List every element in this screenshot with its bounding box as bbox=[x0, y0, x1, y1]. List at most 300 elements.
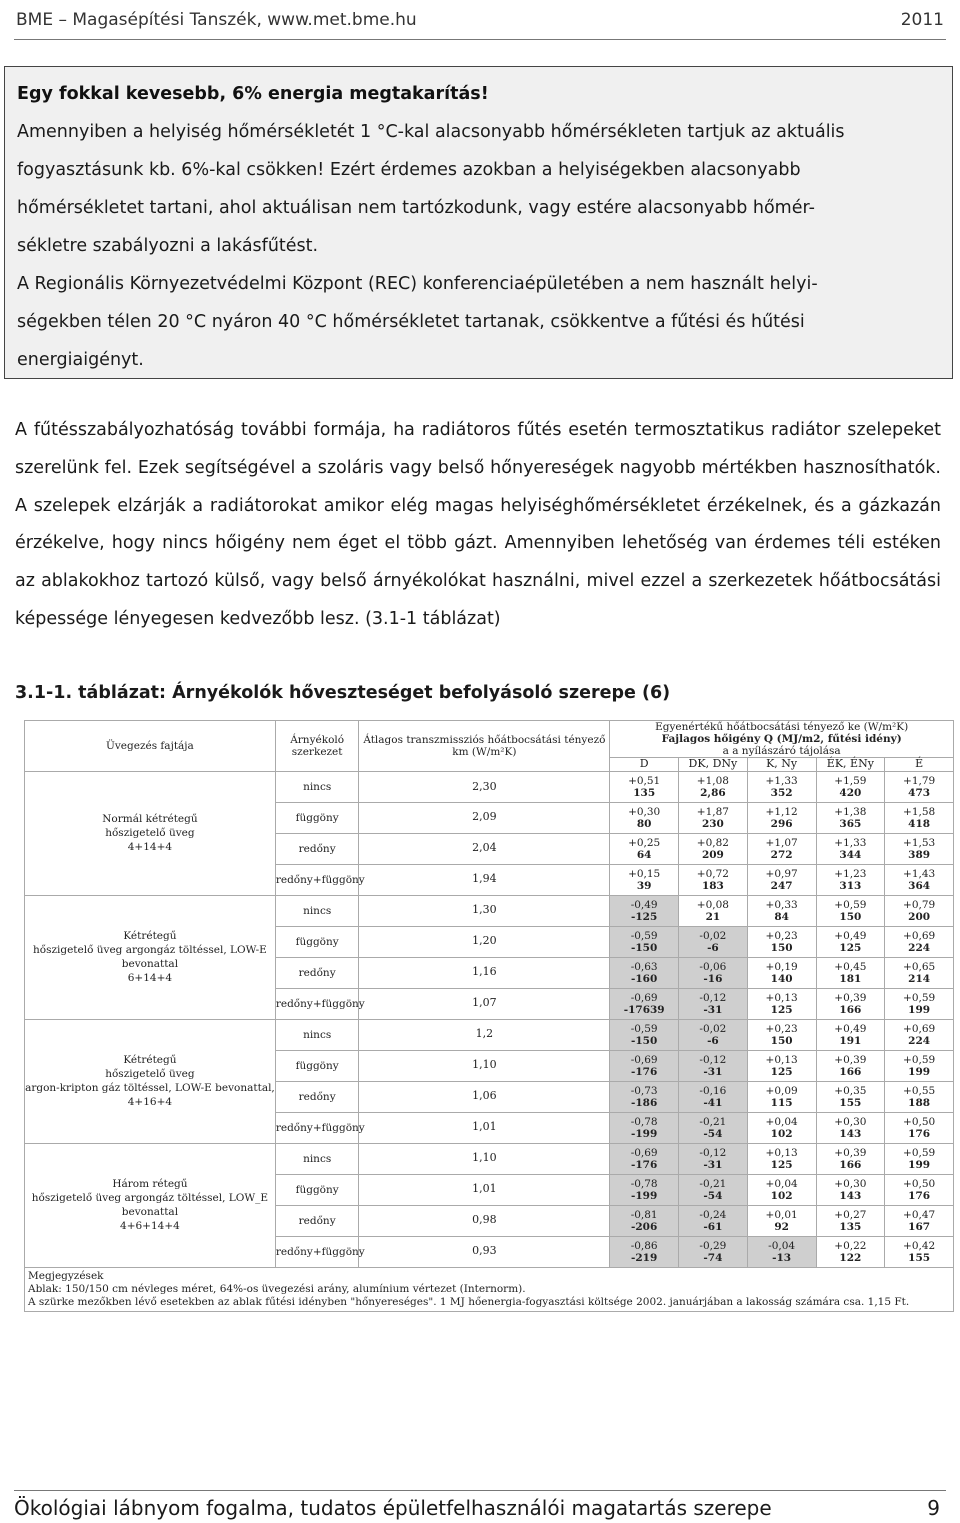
header-shade: Árnyékoló szerkezet bbox=[275, 721, 359, 772]
q-value: 140 bbox=[770, 972, 793, 985]
orientation-value-cell bbox=[885, 1081, 954, 1112]
shade-cell: függöny bbox=[275, 1174, 359, 1205]
ke-value: +0,23 bbox=[765, 1022, 798, 1035]
orientation-value-cell bbox=[679, 1081, 748, 1112]
q-value: 418 bbox=[908, 817, 931, 830]
orientation-value-cell bbox=[747, 1174, 816, 1205]
ke-value: -0,78 bbox=[630, 1115, 658, 1128]
orientation-value-cell bbox=[885, 864, 954, 895]
header-year: 2011 bbox=[900, 9, 944, 30]
ke-value: +0,49 bbox=[834, 1022, 867, 1035]
ke-value: +0,22 bbox=[834, 1239, 867, 1252]
q-value: 143 bbox=[839, 1189, 862, 1202]
ke-value: +0,59 bbox=[834, 898, 867, 911]
shade-cell: függöny bbox=[275, 926, 359, 957]
header-eq1: Egyenértékű hőátbocsátási tényező ke (W/m²K) bbox=[655, 721, 909, 733]
shade-cell: redőny+függöny bbox=[275, 1236, 359, 1267]
orientation-value-cell bbox=[679, 771, 748, 802]
glass-type-line: 4+6+14+4 bbox=[120, 1220, 180, 1233]
header-avg: Átlagos transzmissziós hőátbocsátási tényező km (W/m²K) bbox=[359, 721, 610, 772]
orientation-value-cell bbox=[679, 1019, 748, 1050]
orientation-value-cell bbox=[816, 771, 885, 802]
orientation-value-cell bbox=[747, 1019, 816, 1050]
ke-value: -0,06 bbox=[699, 960, 727, 973]
shading-table bbox=[24, 720, 954, 1312]
km-cell: 1,30 bbox=[359, 895, 610, 926]
q-value: 199 bbox=[908, 1065, 931, 1078]
orientation-value-cell bbox=[679, 833, 748, 864]
orientation-value-cell bbox=[816, 1019, 885, 1050]
orientation-value-cell bbox=[610, 771, 679, 802]
glass-type-line: argon-kripton gáz töltéssel, LOW-E bevonattal, bbox=[25, 1082, 275, 1095]
ke-value: -0,59 bbox=[630, 929, 658, 942]
q-value: -150 bbox=[631, 1034, 658, 1047]
ke-value: -0,12 bbox=[699, 991, 727, 1004]
q-value: 224 bbox=[908, 1034, 931, 1047]
q-value: 420 bbox=[839, 786, 862, 799]
q-value: -176 bbox=[631, 1158, 658, 1171]
q-value: -17639 bbox=[623, 1003, 665, 1016]
page-number: 9 bbox=[927, 1495, 940, 1520]
orientation-value-cell bbox=[816, 926, 885, 957]
orientation-value-cell bbox=[610, 895, 679, 926]
ke-value: +0,39 bbox=[834, 1146, 867, 1159]
ke-value: -0,59 bbox=[630, 1022, 658, 1035]
ke-value: +0,59 bbox=[903, 991, 936, 1004]
orientation-value-cell bbox=[679, 1050, 748, 1081]
ke-value: +0,39 bbox=[834, 1053, 867, 1066]
q-value: 209 bbox=[701, 848, 724, 861]
ke-value: +0,51 bbox=[628, 774, 661, 787]
q-value: -74 bbox=[703, 1251, 723, 1264]
ke-value: +1,07 bbox=[765, 836, 798, 849]
ke-value: +0,97 bbox=[765, 867, 798, 880]
orientation-value-cell bbox=[610, 802, 679, 833]
orientation-value-cell bbox=[679, 1205, 748, 1236]
ke-value: +0,79 bbox=[903, 898, 936, 911]
ke-value: +1,53 bbox=[903, 836, 936, 849]
q-value: 150 bbox=[839, 910, 862, 923]
q-value: -186 bbox=[631, 1096, 658, 1109]
q-value: 84 bbox=[774, 910, 789, 923]
orientation-value-cell bbox=[885, 1143, 954, 1174]
ke-value: +0,23 bbox=[765, 929, 798, 942]
q-value: -219 bbox=[631, 1251, 658, 1264]
highlight-box bbox=[4, 66, 953, 379]
glass-type-cell bbox=[25, 1019, 276, 1143]
q-value: 200 bbox=[908, 910, 931, 923]
ke-value: -0,49 bbox=[630, 898, 658, 911]
ke-value: -0,02 bbox=[699, 1022, 727, 1035]
ke-value: -0,21 bbox=[699, 1115, 727, 1128]
q-value: 352 bbox=[770, 786, 793, 799]
orientation-value-cell bbox=[747, 1205, 816, 1236]
box-line: ségekben télen 20 °C nyáron 40 °C hőmérsékletet tartanak, csökkentve a fűtési és hűtési bbox=[17, 312, 805, 332]
orientation-value-cell bbox=[885, 1112, 954, 1143]
km-cell: 2,30 bbox=[359, 771, 610, 802]
orientation-value-cell bbox=[885, 1050, 954, 1081]
notes-title: Megjegyzések bbox=[28, 1269, 104, 1282]
page-header bbox=[14, 0, 946, 40]
q-value: 64 bbox=[636, 848, 652, 861]
ke-value: +0,50 bbox=[903, 1115, 936, 1128]
ke-value: +0,49 bbox=[834, 929, 867, 942]
ke-value: +0,65 bbox=[903, 960, 936, 973]
km-cell: 1,20 bbox=[359, 926, 610, 957]
table-row bbox=[25, 771, 954, 802]
ke-value: +0,45 bbox=[834, 960, 867, 973]
ke-value: +0,08 bbox=[696, 898, 729, 911]
orientation-value-cell bbox=[679, 1143, 748, 1174]
ke-value: +1,33 bbox=[765, 774, 798, 787]
orientation-value-cell bbox=[816, 833, 885, 864]
q-value: -199 bbox=[631, 1127, 658, 1140]
q-value: 166 bbox=[839, 1065, 862, 1078]
q-value: 125 bbox=[770, 1065, 793, 1078]
q-value: -31 bbox=[703, 1003, 723, 1016]
orient-dk: DK, DNy bbox=[679, 758, 748, 772]
q-value: 167 bbox=[908, 1220, 931, 1233]
q-value: -199 bbox=[631, 1189, 658, 1202]
q-value: -16 bbox=[703, 972, 723, 985]
q-value: 125 bbox=[770, 1158, 793, 1171]
glass-type-line: 4+16+4 bbox=[127, 1096, 173, 1109]
km-cell: 1,2 bbox=[359, 1019, 610, 1050]
ke-value: +0,27 bbox=[834, 1208, 867, 1221]
q-value: 166 bbox=[839, 1158, 862, 1171]
orientation-value-cell bbox=[610, 988, 679, 1019]
orientation-value-cell bbox=[679, 988, 748, 1019]
orientation-value-cell bbox=[885, 833, 954, 864]
q-value: 150 bbox=[770, 1034, 793, 1047]
box-line: A Regionális Környezetvédelmi Központ (REC) konferenciaépületében a nem használt helyi- bbox=[17, 274, 818, 294]
km-cell: 1,10 bbox=[359, 1143, 610, 1174]
orientation-value-cell bbox=[885, 988, 954, 1019]
box-title: Egy fokkal kevesebb, 6% energia megtakarítás! bbox=[17, 84, 489, 104]
q-value: 155 bbox=[908, 1251, 931, 1264]
q-value: -125 bbox=[631, 910, 658, 923]
ke-value: +0,09 bbox=[765, 1084, 798, 1097]
orientation-value-cell bbox=[885, 1019, 954, 1050]
orientation-value-cell bbox=[679, 957, 748, 988]
shade-cell: redőny bbox=[275, 1081, 359, 1112]
orientation-value-cell bbox=[747, 1236, 816, 1267]
header-glass: Üvegezés fajtája bbox=[25, 721, 276, 772]
shade-cell: nincs bbox=[275, 771, 359, 802]
glass-type-line: hőszigetelő üveg bbox=[105, 1068, 195, 1080]
glass-type-cell bbox=[25, 1143, 276, 1267]
orientation-value-cell bbox=[747, 833, 816, 864]
box-line: hőmérsékletet tartani, ahol aktuálisan nem tartózkodunk, vagy estére alacsonyabb hőmér- bbox=[17, 198, 815, 218]
ke-value: +1,43 bbox=[903, 867, 936, 880]
header-eq2: Fajlagos hőigény Q (MJ/m2, fűtési idény) bbox=[661, 733, 902, 746]
q-value: 344 bbox=[839, 848, 862, 861]
ke-value: -0,29 bbox=[699, 1239, 727, 1252]
q-value: -6 bbox=[707, 1034, 719, 1047]
ke-value: +1,23 bbox=[834, 867, 867, 880]
shade-cell: redőny+függöny bbox=[275, 1112, 359, 1143]
footer-title: Ökológiai lábnyom fogalma, tudatos épületfelhasználói magatartás szerepe bbox=[14, 1495, 772, 1520]
km-cell: 1,94 bbox=[359, 864, 610, 895]
q-value: 389 bbox=[908, 848, 931, 861]
orientation-value-cell bbox=[679, 895, 748, 926]
orientation-value-cell bbox=[816, 895, 885, 926]
q-value: 39 bbox=[636, 879, 652, 892]
ke-value: +0,13 bbox=[765, 1146, 798, 1159]
orientation-value-cell bbox=[747, 1050, 816, 1081]
table-row bbox=[25, 1143, 954, 1174]
shade-cell: függöny bbox=[275, 802, 359, 833]
q-value: 313 bbox=[839, 879, 862, 892]
glass-type-cell bbox=[25, 771, 276, 895]
header-title: BME – Magasépítési Tanszék, www.met.bme.hu bbox=[16, 9, 417, 30]
ke-value: +1,59 bbox=[834, 774, 867, 787]
orientation-value-cell bbox=[679, 802, 748, 833]
orientation-value-cell bbox=[610, 1143, 679, 1174]
ke-value: +0,30 bbox=[628, 805, 661, 818]
orientation-value-cell bbox=[679, 1174, 748, 1205]
ke-value: +0,55 bbox=[903, 1084, 936, 1097]
q-value: -150 bbox=[631, 941, 658, 954]
q-value: 166 bbox=[839, 1003, 862, 1016]
ke-value: +1,79 bbox=[903, 774, 936, 787]
orientation-value-cell bbox=[679, 864, 748, 895]
q-value: -31 bbox=[703, 1158, 723, 1171]
shade-cell: redőny bbox=[275, 1205, 359, 1236]
orientation-value-cell bbox=[816, 1112, 885, 1143]
ke-value: +0,04 bbox=[765, 1177, 798, 1190]
shade-cell: függöny bbox=[275, 1050, 359, 1081]
q-value: 102 bbox=[770, 1189, 793, 1202]
q-value: 214 bbox=[908, 972, 931, 985]
q-value: 191 bbox=[839, 1034, 862, 1047]
km-cell: 1,10 bbox=[359, 1050, 610, 1081]
orientation-value-cell bbox=[816, 988, 885, 1019]
glass-type-line: Kétrétegű bbox=[123, 929, 177, 942]
km-cell: 1,06 bbox=[359, 1081, 610, 1112]
notes-line: Ablak: 150/150 cm névleges méret, 64%-os üvegezési arány, alumínium vértezet (Internorm). bbox=[28, 1282, 526, 1295]
box-line: Amennyiben a helyiség hőmérsékletét 1 °C-kal alacsonyabb hőmérsékleten tartjuk az aktuális bbox=[17, 122, 845, 142]
q-value: 230 bbox=[701, 817, 724, 830]
glass-type-line: Normál kétrétegű bbox=[102, 813, 198, 826]
ke-value: -0,69 bbox=[630, 1146, 658, 1159]
q-value: 135 bbox=[633, 786, 656, 799]
table-row bbox=[25, 895, 954, 926]
q-value: 143 bbox=[839, 1127, 862, 1140]
orientation-value-cell bbox=[816, 1236, 885, 1267]
ke-value: -0,78 bbox=[630, 1177, 658, 1190]
q-value: -31 bbox=[703, 1065, 723, 1078]
orient-e: É bbox=[885, 758, 954, 772]
shade-cell: redőny+függöny bbox=[275, 864, 359, 895]
q-value: 2,86 bbox=[700, 786, 726, 799]
shade-cell: nincs bbox=[275, 895, 359, 926]
orientation-value-cell bbox=[747, 864, 816, 895]
page-footer bbox=[14, 1490, 946, 1523]
ke-value: -0,04 bbox=[768, 1239, 796, 1252]
header-eq3: a a nyílászáró tájolása bbox=[722, 745, 841, 758]
shade-cell: nincs bbox=[275, 1019, 359, 1050]
q-value: 247 bbox=[770, 879, 793, 892]
orientation-value-cell bbox=[885, 895, 954, 926]
q-value: 365 bbox=[839, 817, 862, 830]
q-value: 199 bbox=[908, 1158, 931, 1171]
box-line: energiaigényt. bbox=[17, 350, 144, 370]
orientation-value-cell bbox=[747, 895, 816, 926]
shade-cell: redőny bbox=[275, 833, 359, 864]
ke-value: +0,30 bbox=[834, 1177, 867, 1190]
orientation-value-cell bbox=[610, 926, 679, 957]
ke-value: +1,33 bbox=[834, 836, 867, 849]
glass-type-line: hőszigetelő üveg argongáz töltéssel, LOW_E bevonattal bbox=[31, 1191, 269, 1219]
q-value: -160 bbox=[631, 972, 658, 985]
orientation-value-cell bbox=[610, 833, 679, 864]
ke-value: +0,01 bbox=[765, 1208, 798, 1221]
body-paragraph: A fűtésszabályozhatóság további formája, ha radiátoros fűtés esetén termosztatikus radiátor szelepeket szerelünk fel. Ezek segítségével a szoláris vagy belső hőnyereségek nagyobb mértékben hasznosíthatók. A szelepek elzárják a radiátorokat amikor elég magas helyiséghőmérsékletet érzékelnek, és a gázkazán érzékelve, hogy nincs hőigény nem éget el több gázt. Amennyiben lehetőség van érdemes téli estéken az ablakokhoz tartozó külső, vagy belső árnyékolókat használni, mivel ezzel a szerkezetek hőátbocsátási képessége lényegesen kedvezőbb lesz. (3.1-1 táblázat) bbox=[15, 420, 941, 629]
orientation-value-cell bbox=[816, 802, 885, 833]
box-line: sékletre szabályozni a lakásfűtést. bbox=[17, 236, 319, 256]
q-value: 183 bbox=[701, 879, 724, 892]
orientation-value-cell bbox=[816, 1050, 885, 1081]
orientation-value-cell bbox=[885, 771, 954, 802]
orientation-value-cell bbox=[747, 802, 816, 833]
q-value: -6 bbox=[707, 941, 719, 954]
q-value: -61 bbox=[703, 1220, 723, 1233]
km-cell: 0,98 bbox=[359, 1205, 610, 1236]
ke-value: +1,12 bbox=[765, 805, 798, 818]
ke-value: +0,33 bbox=[765, 898, 798, 911]
table-caption: 3.1-1. táblázat: Árnyékolók hőveszteséget befolyásoló szerepe (6) bbox=[15, 683, 671, 703]
orientation-value-cell bbox=[816, 1174, 885, 1205]
ke-value: +0,04 bbox=[765, 1115, 798, 1128]
orientation-value-cell bbox=[679, 1236, 748, 1267]
orientation-value-cell bbox=[610, 1081, 679, 1112]
box-line: fogyasztásunk kb. 6%-kal csökken! Ezért érdemes azokban a helyiségekben alacsonyabb bbox=[17, 160, 801, 180]
km-cell: 2,04 bbox=[359, 833, 610, 864]
q-value: 176 bbox=[908, 1189, 931, 1202]
km-cell: 1,01 bbox=[359, 1112, 610, 1143]
ke-value: -0,12 bbox=[699, 1146, 727, 1159]
q-value: -206 bbox=[631, 1220, 658, 1233]
orient-d: D bbox=[610, 758, 679, 772]
table-row bbox=[25, 1019, 954, 1050]
ke-value: -0,63 bbox=[630, 960, 658, 973]
orientation-value-cell bbox=[816, 957, 885, 988]
orientation-value-cell bbox=[885, 1174, 954, 1205]
glass-type-line: 6+14+4 bbox=[127, 972, 173, 985]
ke-value: -0,16 bbox=[699, 1084, 727, 1097]
q-value: 181 bbox=[839, 972, 862, 985]
shade-cell: nincs bbox=[275, 1143, 359, 1174]
q-value: 135 bbox=[839, 1220, 862, 1233]
km-cell: 2,09 bbox=[359, 802, 610, 833]
notes-line: A szürke mezőkben lévő esetekben az ablak fűtési idényben "hőnyereséges". 1 MJ hőenergia-fogyasztási költsége 2002. januárjában a lakosság számára csa. 1,15 Ft. bbox=[28, 1295, 910, 1308]
q-value: 364 bbox=[908, 879, 931, 892]
q-value: 80 bbox=[636, 817, 652, 830]
q-value: 92 bbox=[774, 1220, 789, 1233]
ke-value: -0,21 bbox=[699, 1177, 727, 1190]
ke-value: +0,39 bbox=[834, 991, 867, 1004]
orientation-value-cell bbox=[679, 926, 748, 957]
orientation-value-cell bbox=[747, 957, 816, 988]
q-value: 272 bbox=[770, 848, 793, 861]
orientation-value-cell bbox=[610, 957, 679, 988]
glass-type-line: hőszigetelő üveg bbox=[105, 827, 195, 840]
glass-type-line: 4+14+4 bbox=[127, 841, 173, 854]
ke-value: -0,81 bbox=[630, 1208, 658, 1221]
glass-type-cell bbox=[25, 895, 276, 1019]
ke-value: +0,25 bbox=[628, 836, 661, 849]
ke-value: +0,13 bbox=[765, 991, 798, 1004]
ke-value: -0,69 bbox=[630, 1053, 658, 1066]
orientation-value-cell bbox=[610, 1236, 679, 1267]
orientation-value-cell bbox=[610, 864, 679, 895]
km-cell: 0,93 bbox=[359, 1236, 610, 1267]
shade-cell: redőny bbox=[275, 957, 359, 988]
table-notes bbox=[25, 1267, 954, 1311]
glass-type-line: hőszigetelő üveg argongáz töltéssel, LOW-E bevonattal bbox=[33, 944, 267, 971]
q-value: -54 bbox=[703, 1189, 723, 1202]
q-value: 115 bbox=[770, 1096, 793, 1109]
orientation-value-cell bbox=[747, 1143, 816, 1174]
orient-k: K, Ny bbox=[747, 758, 816, 772]
q-value: 199 bbox=[908, 1003, 931, 1016]
orientation-value-cell bbox=[885, 957, 954, 988]
ke-value: +0,19 bbox=[765, 960, 798, 973]
orientation-value-cell bbox=[610, 1019, 679, 1050]
ke-value: -0,73 bbox=[630, 1084, 658, 1097]
ke-value: +0,15 bbox=[628, 867, 661, 880]
ke-value: +1,38 bbox=[834, 805, 867, 818]
orientation-value-cell bbox=[747, 926, 816, 957]
q-value: 155 bbox=[839, 1096, 862, 1109]
ke-value: -0,86 bbox=[630, 1239, 658, 1252]
orientation-value-cell bbox=[747, 1081, 816, 1112]
ke-value: +0,69 bbox=[903, 929, 936, 942]
orientation-value-cell bbox=[885, 1236, 954, 1267]
q-value: 21 bbox=[705, 910, 721, 923]
ke-value: -0,12 bbox=[699, 1053, 727, 1066]
glass-type-line: Kétrétegű bbox=[123, 1053, 177, 1066]
orientation-value-cell bbox=[816, 1081, 885, 1112]
orientation-value-cell bbox=[747, 771, 816, 802]
ke-value: +1,87 bbox=[696, 805, 729, 818]
orientation-value-cell bbox=[747, 1112, 816, 1143]
q-value: 224 bbox=[908, 941, 931, 954]
orientation-value-cell bbox=[679, 1112, 748, 1143]
km-cell: 1,01 bbox=[359, 1174, 610, 1205]
orientation-value-cell bbox=[816, 1205, 885, 1236]
km-cell: 1,07 bbox=[359, 988, 610, 1019]
ke-value: +0,42 bbox=[903, 1239, 936, 1252]
orientation-value-cell bbox=[885, 1205, 954, 1236]
ke-value: +0,13 bbox=[765, 1053, 798, 1066]
q-value: -13 bbox=[772, 1251, 792, 1264]
ke-value: +0,59 bbox=[903, 1053, 936, 1066]
shade-cell: redőny+függöny bbox=[275, 988, 359, 1019]
orientation-value-cell bbox=[816, 864, 885, 895]
q-value: 188 bbox=[908, 1096, 931, 1109]
ke-value: +0,59 bbox=[903, 1146, 936, 1159]
orientation-value-cell bbox=[816, 1143, 885, 1174]
orientation-value-cell bbox=[747, 988, 816, 1019]
q-value: -176 bbox=[631, 1065, 658, 1078]
ke-value: +0,50 bbox=[903, 1177, 936, 1190]
ke-value: +0,35 bbox=[834, 1084, 867, 1097]
orient-ek: ÉK, ÉNy bbox=[816, 758, 885, 772]
orientation-value-cell bbox=[885, 802, 954, 833]
ke-value: +1,58 bbox=[903, 805, 936, 818]
